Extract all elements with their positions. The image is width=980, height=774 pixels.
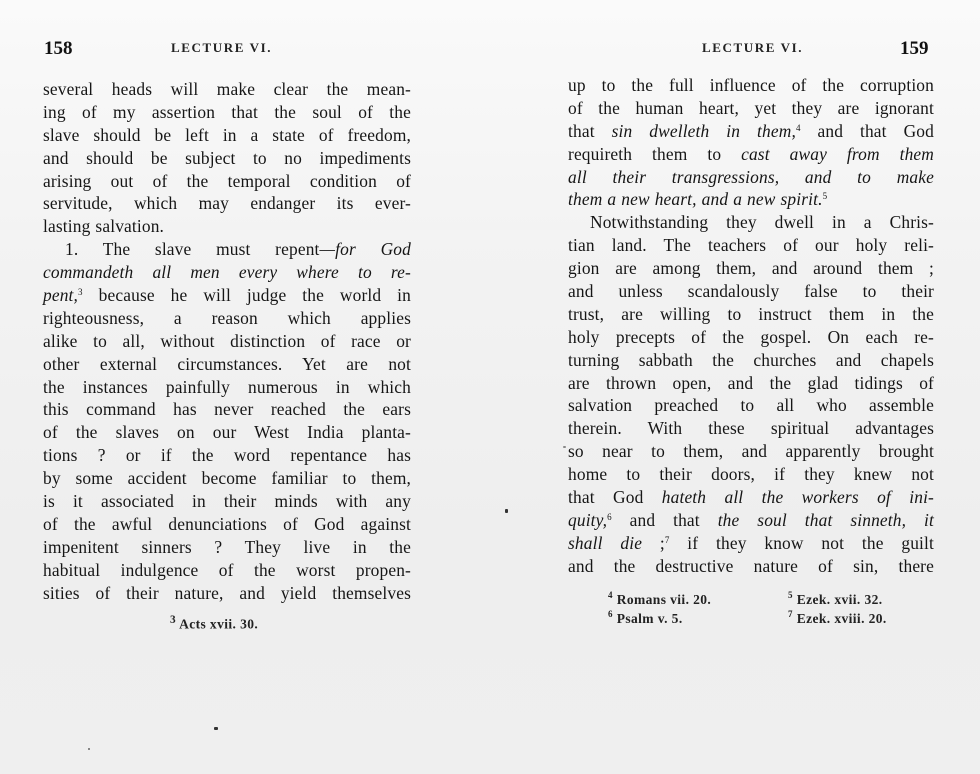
body-text: [568, 74, 934, 578]
footnote-ref: 5: [822, 191, 828, 202]
text-line: [568, 97, 934, 120]
text-line: [43, 307, 411, 330]
page-number: 158: [44, 38, 73, 59]
text-run: is it associated in their minds with any: [43, 491, 411, 512]
text-run: of the human heart, yet they are ignorant: [568, 97, 934, 118]
text-line: [568, 257, 934, 280]
text-run: are thrown open, and the glad tidings of: [568, 372, 934, 393]
scan-speck: [214, 727, 218, 730]
text-line: [568, 509, 934, 532]
text-run: arising out of the temporal condition of: [43, 170, 411, 191]
text-line: [43, 261, 411, 284]
footnote-mark: 5: [788, 590, 793, 600]
text-run: turning sabbath the churches and chapels: [568, 349, 934, 370]
footnote-text: Ezek. xvii. 32.: [796, 592, 883, 607]
text-run: the instances painfully numerous in which: [43, 376, 411, 397]
text-line: [568, 326, 934, 349]
text-line: [568, 74, 934, 97]
text-line: [43, 238, 411, 261]
italic-text: hateth all the workers of ini-: [661, 487, 934, 508]
text-run: other external circumstances. Yet are not: [43, 353, 411, 374]
text-run: that God: [568, 487, 662, 508]
footnote-ref: 6: [607, 511, 612, 522]
text-run: and should be subject to no impediments: [43, 147, 411, 168]
text-run: Notwithstanding they dwell in a Chris-: [590, 212, 934, 233]
text-line: [43, 101, 411, 124]
text-run: righteousness, a reason which applies: [43, 307, 411, 328]
italic-text: all their transgressions, and to make: [568, 166, 934, 187]
text-run: tions ? or if the word repentance has: [43, 445, 411, 466]
scan-speck: [563, 446, 566, 448]
footnote-text: Ezek. xviii. 20.: [796, 611, 887, 626]
text-run: several heads will make clear the mean-: [43, 79, 411, 99]
text-run: of the slaves on our West India planta-: [43, 422, 411, 443]
text-line: [43, 353, 411, 376]
text-line: [568, 532, 934, 555]
footnote-ref: 7: [664, 534, 670, 545]
text-run: because he will judge the world in: [82, 285, 411, 306]
text-run: sities of their nature, and yield themselves: [43, 582, 411, 603]
text-line: [43, 444, 411, 467]
text-line: [43, 536, 411, 559]
body-text: [43, 78, 411, 604]
text-line: [43, 559, 411, 582]
text-run: home to their doors, if they knew not: [568, 464, 934, 485]
footnote-mark: 3: [170, 614, 177, 626]
footnote-text: Romans vii. 20.: [616, 592, 712, 607]
text-run: tian land. The teachers of our holy reli-: [568, 235, 934, 256]
text-line: [568, 303, 934, 326]
text-run: if they know not the guilt: [669, 532, 935, 553]
text-run: 1. The slave must repent: [65, 239, 320, 260]
footnote: [608, 611, 788, 627]
scan-speck: [505, 509, 508, 513]
text-line: [43, 421, 411, 444]
text-line: [43, 467, 411, 490]
text-run: by some accident become familiar to them,: [43, 468, 411, 489]
text-line: [568, 143, 934, 166]
text-run: and unless scandalously false to their: [568, 281, 934, 302]
text-line: [568, 486, 934, 509]
text-run: that: [568, 120, 612, 141]
running-head: LECTURE VI.: [702, 40, 804, 55]
italic-text: the soul that sinneth, it: [717, 509, 934, 530]
italic-text: them a new heart, and a new spirit.: [568, 189, 823, 210]
text-line: [568, 166, 934, 189]
text-line: [43, 124, 411, 147]
footnote-text: Psalm v. 5.: [616, 611, 683, 626]
text-line: [568, 555, 934, 578]
text-line: [43, 215, 411, 238]
text-run: of the awful denunciations of God against: [43, 513, 411, 534]
text-run: and that: [611, 509, 718, 530]
text-run: therein. With these spiritual advantages: [568, 418, 934, 439]
footnote: [170, 614, 258, 633]
text-line: [568, 120, 934, 143]
footnote-mark: 6: [608, 609, 613, 619]
text-run: slave should be left in a state of freedom,: [43, 124, 411, 145]
text-run: lasting salvation.: [43, 216, 165, 237]
text-line: [43, 490, 411, 513]
footnotes: [608, 592, 938, 627]
text-run: trust, are willing to instruct them in the: [568, 303, 934, 324]
italic-text: quity,: [568, 509, 608, 530]
italic-text: pent,: [43, 285, 79, 306]
text-line: [568, 463, 934, 486]
text-run: alike to all, without distinction of race or: [43, 330, 411, 351]
text-line: [568, 440, 934, 463]
running-head: LECTURE VI.: [171, 40, 273, 55]
text-run: holy precepts of the gospel. On each re-: [568, 326, 934, 347]
text-run: impenitent sinners ? They live in the: [43, 536, 411, 557]
text-line: [43, 330, 411, 353]
text-run: servitude, which may endanger its ever-: [43, 193, 411, 214]
text-line: [43, 170, 411, 193]
footnote: [608, 592, 788, 608]
footnote: [788, 611, 938, 627]
footnote-text: Acts xvii. 30.: [179, 616, 259, 632]
text-line: [568, 188, 934, 211]
text-line: [568, 280, 934, 303]
text-line: [43, 376, 411, 399]
text-run: and that God: [800, 120, 934, 141]
text-run: ing of my assertion that the soul of the: [43, 101, 411, 122]
footnote-ref: 4: [795, 122, 801, 133]
text-run: this command has never reached the ears: [43, 399, 411, 420]
text-line: [43, 78, 411, 101]
text-run: and the destructive nature of sin, there: [568, 555, 934, 576]
text-line: [43, 284, 411, 307]
text-run: gion are among them, and around them ;: [568, 258, 934, 279]
text-run: requireth them to: [568, 143, 742, 164]
text-run: ;: [642, 532, 665, 553]
text-line: [568, 394, 934, 417]
text-run: salvation preached to all who assemble: [568, 395, 934, 416]
scan-speck: [88, 748, 90, 750]
text-line: [43, 513, 411, 536]
text-line: [568, 349, 934, 372]
italic-text: commandeth all men every where to re-: [43, 262, 411, 283]
footnote-mark: 4: [608, 590, 613, 600]
italic-text: —for God: [319, 239, 411, 260]
italic-text: shall die: [568, 532, 643, 553]
italic-text: cast away from them: [741, 143, 934, 164]
text-line: [568, 417, 934, 440]
page-number: 159: [900, 38, 929, 59]
footnote-ref: 3: [78, 287, 83, 298]
text-line: [43, 582, 411, 605]
right-page: [490, 0, 980, 774]
italic-text: sin dwelleth in them,: [611, 120, 796, 141]
text-line: [43, 398, 411, 421]
text-line: [568, 211, 934, 234]
text-line: [568, 234, 934, 257]
text-run: habitual indulgence of the worst propen-: [43, 559, 411, 580]
text-line: [43, 192, 411, 215]
text-line: [568, 372, 934, 395]
text-run: so near to them, and apparently brought: [568, 441, 934, 462]
text-run: up to the full influence of the corruption: [568, 75, 934, 95]
text-line: [43, 147, 411, 170]
footnote: [788, 592, 938, 608]
footnote-mark: 7: [788, 609, 793, 619]
